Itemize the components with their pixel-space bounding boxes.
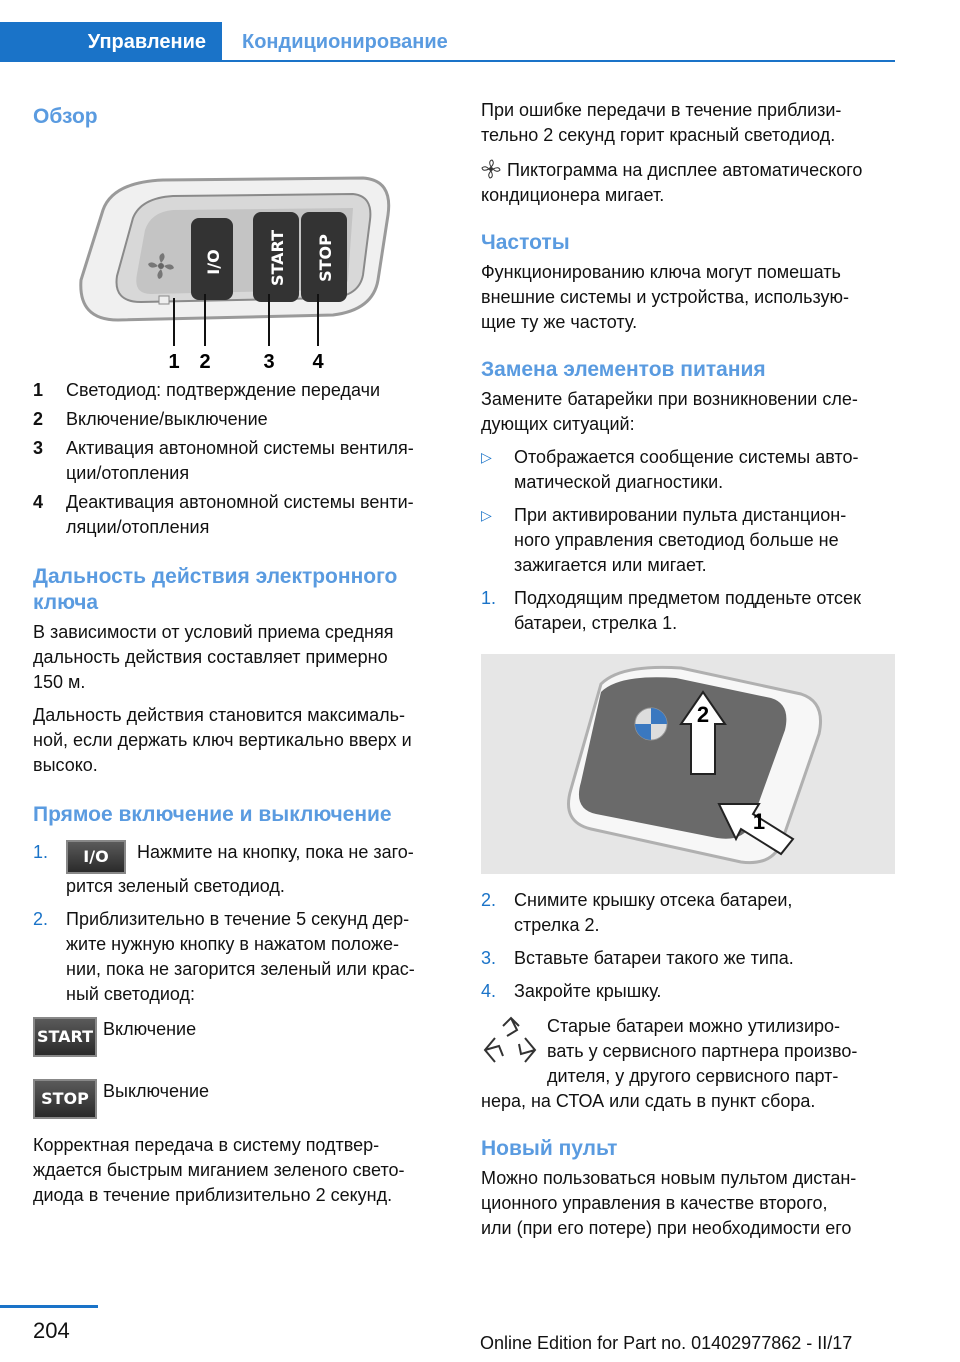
step-item: 3. Вставьте батареи такого же типа. [481,948,794,968]
section-title-frequencies: Частоты [481,231,570,254]
section-title-new-remote: Новый пульт [481,1137,618,1160]
error-paragraph: При ошибке передачи в течение приблизи- тельно 2 секунд горит красный светодиод. [481,100,842,145]
header-divider [0,60,895,62]
start-button-icon: START [33,1017,97,1057]
step-item: 2. Приблизительно в течение 5 секунд дер- жите нужную кнопку в нажатом положе- нии, пока не загорится зеленый или крас- ный светодиод: [33,909,415,1004]
battery-intro: Замените батарейки при возникновении сле- дующих ситуаций: [481,389,858,434]
bullet-item: ▷ При активировании пульта дистанцион- ного управления светодиод больше не зажигается или мигает. [481,505,847,575]
page-number: 204 [33,1318,70,1343]
led-figure [159,296,169,304]
figure-label-4: 4 [312,351,324,370]
battery-photo [481,654,895,874]
confirm-paragraph: Корректная передача в систему подтвер- ждается быстрым миганием зеленого свето- диода в течение приблизительно 2 секунд. [33,1135,405,1205]
bullet-item: ▷ Отображается сообщение системы авто- матической диагностики. [481,447,859,492]
svg-text:2: 2 [696,702,710,727]
step-item: 4. Закройте крышку. [481,981,662,1001]
section-title-range: Дальность действия электронного ключа [33,565,398,614]
pictogram-paragraph: Пиктограмма на дисплее автоматического кондиционера мигает. [481,160,863,205]
right-column [481,90,896,1241]
section-title-battery: Замена элементов питания [481,358,766,381]
legend-item: 2 Включение/выключение [33,409,268,429]
figure-label-1: 1 [168,351,180,370]
figure-label-2: 2 [199,351,211,370]
battery-steps [481,888,896,1004]
range-paragraph-2: Дальность действия становится максималь- ной, если держать ключ вертикально вверх и высоко. [33,705,412,775]
step-item: 1. I/O Нажмите на кнопку, пока не заго- рится зеленый светодиод. [33,842,414,896]
stop-label: Выключение [103,1081,210,1101]
recycle-icon [481,1014,547,1089]
svg-text:I/O: I/O [204,249,223,275]
new-remote-paragraph: Можно пользоваться новым пультом дистан- ционного управления в качестве второго, или (при его потере) при необходимости его [481,1168,857,1238]
header [0,0,960,62]
svg-text:START: START [268,229,287,287]
io-button-icon: I/O [66,840,126,874]
edition-text: Online Edition for Part no. 01402977862 - II/17 [480,1333,853,1353]
start-label: Включение [103,1019,197,1039]
start-row [33,1017,453,1057]
left-column [33,90,453,1208]
section-title-overview: Обзор [33,105,98,128]
legend-item: 1 Светодиод: подтверждение передачи [33,380,381,400]
range-paragraph-1: В зависимости от условий приема средняя дальность действия составляет примерно 150 м. [33,622,394,692]
stop-row [33,1079,453,1119]
footer-divider [0,1305,98,1308]
section-title-direct: Прямое включение и выключение [33,803,392,826]
step-item: 2. Снимите крышку отсека батареи, стрелка 2. [481,890,793,935]
svg-text:1: 1 [752,809,766,834]
step-item: 1. Подходящим предметом подденьте отсек батареи, стрелка 1. [481,588,861,633]
legend-item: 4 Деактивация автономной системы венти- ляции/отопления [33,492,414,537]
legend-item: 3 Активация автономной системы вентиля- ции/отопления [33,438,414,483]
battery-step-1 [481,586,896,636]
svg-text:STOP: STOP [316,234,335,282]
battery-bullets [481,445,896,578]
direct-steps [33,840,453,1007]
remote-key-illustration [33,170,453,370]
tab-кондиционирование[interactable]: Кондиционирование [242,30,448,53]
recycle-note: Старые батареи можно утилизиро- вать у сервисного партнера произво- дителя, у другого сервисного парт- нера, на СТОА или сдать в пункт сбора. [481,1016,858,1111]
stop-button-icon: STOP [33,1079,97,1119]
frequencies-paragraph: Функционированию ключа могут помешать внешние системы и устройства, использую- щие ту же частоту. [481,262,850,332]
tab-управление[interactable]: Управление [0,22,222,62]
figure-label-3: 3 [263,351,275,370]
fan-icon [481,159,501,179]
legend-list [33,378,453,540]
